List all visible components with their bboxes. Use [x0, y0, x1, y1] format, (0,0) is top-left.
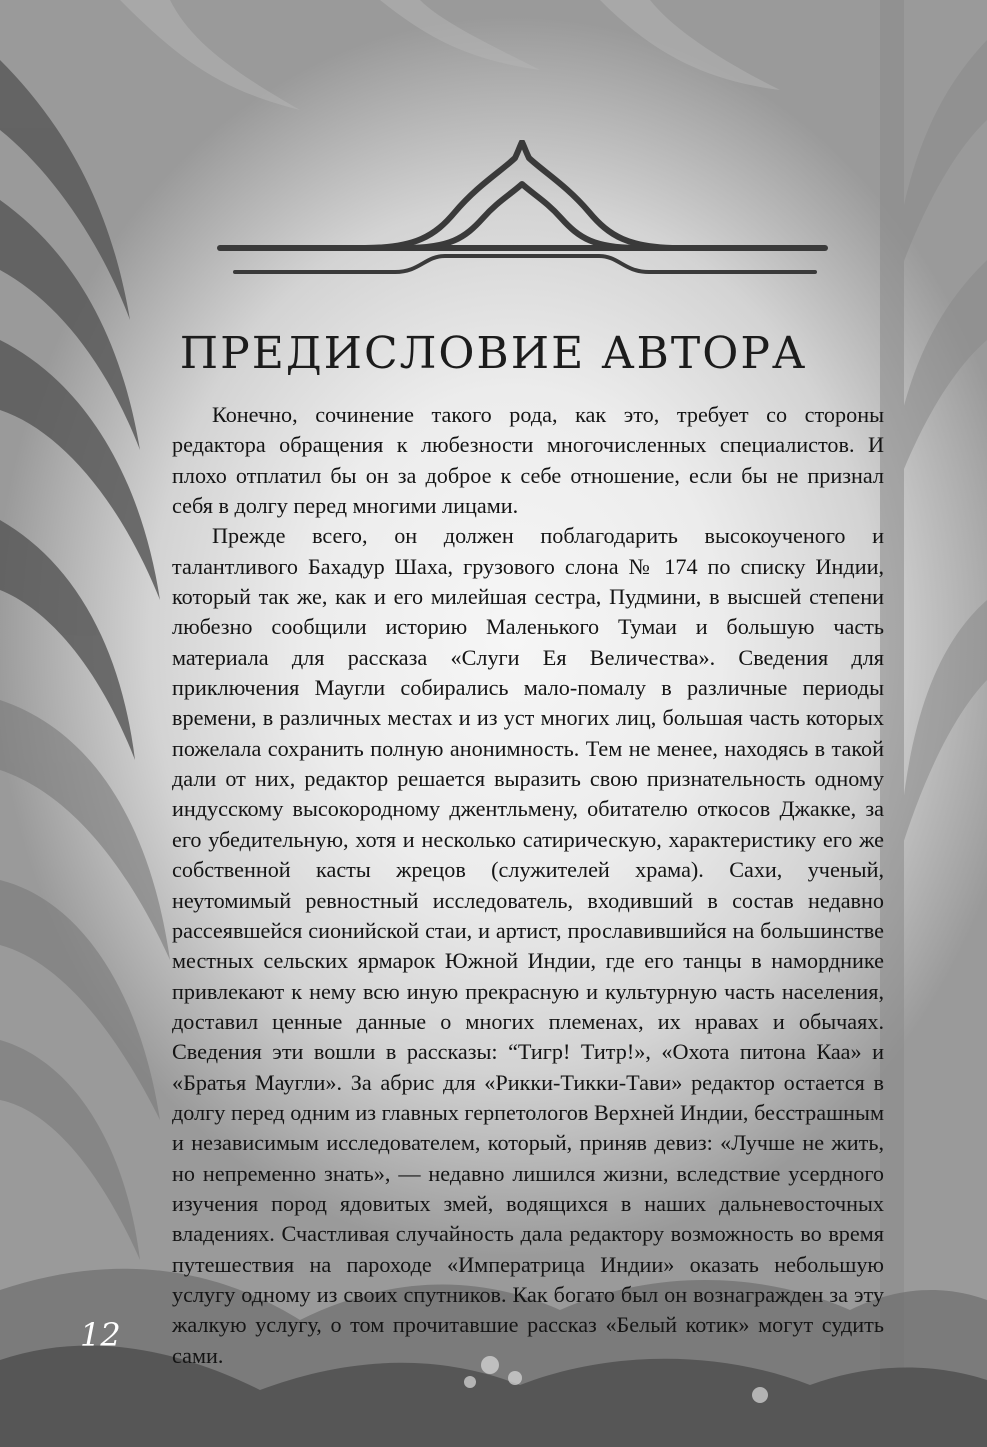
arch-ornament-icon	[215, 140, 830, 290]
paragraph: Прежде всего, он должен поблагодарить высокоученого и талантливого Бахадур Шаха, грузового слона № 174 по списку Индии, который так же, как и его милейшая сестра, Пудмини, в высшей степени любезно сообщили историю Маленького Тумаи и большую часть материала для рассказа «Слуги Ея Величества». Сведения для приключения Маугли собирались мало-помалу в различные периоды времени, в различных местах и из уст многих лиц, большая часть которых пожелала сохранить полную анонимность. Тем не менее, находясь в такой дали от них, редактор решается выразить свою признательность одному индусскому высокородному джентльмену, обитателю откосов Джакке, за его убедительную, хотя и несколько сатирическую, характеристику его же собственной касты жрецов (служителей храма). Сахи, ученый, неутомимый ревностный исследователь, входивший в состав недавно рассеявшейся сионийской стаи, и артист, прославившийся на большинстве местных сельских ярмарок Южной Индии, где его танцы в наморднике привлекают к нему всю иную прекрасную и культурную часть населения, доставил ценные данные о многих племенах, их нравах и обычаях. Сведения эти вошли в рассказы: “Тигр! Титр!», «Охота питона Каа» и «Братья Маугли». За абрис для «Рикки-Тикки-Тави» редактор остается в долгу перед одним из главных герпетологов Верхней Индии, бесстрашным и независимым исследователем, который, приняв девиз: «Лучше не жить, но непременно знать», — недавно лишился жизни, вследствие усердного изучения пород ядовитых змей, водящихся в наших дальневосточных владениях. Счастливая случайность дала редактору возможность во время путешествия на пароходе «Императрица Индии» оказать небольшую услугу одному из своих спутников. Как богато был он вознагражден за эту жалкую услугу, о том прочитавшие рассказ «Белый котик» могут судить сами.	[172, 523, 884, 1368]
body-text	[172, 400, 884, 1371]
paragraph: Конечно, сочинение такого рода, как это, требует со стороны редактора обращения к любезности многочисленных специалистов. И плохо отплатил бы он за доброе к себе отношение, если бы не признал себя в долгу перед многими лицами.	[172, 402, 884, 519]
page-number: 12	[80, 1316, 121, 1354]
chapter-title: ПРЕДИСЛОВИЕ АВТОРА	[179, 328, 808, 379]
